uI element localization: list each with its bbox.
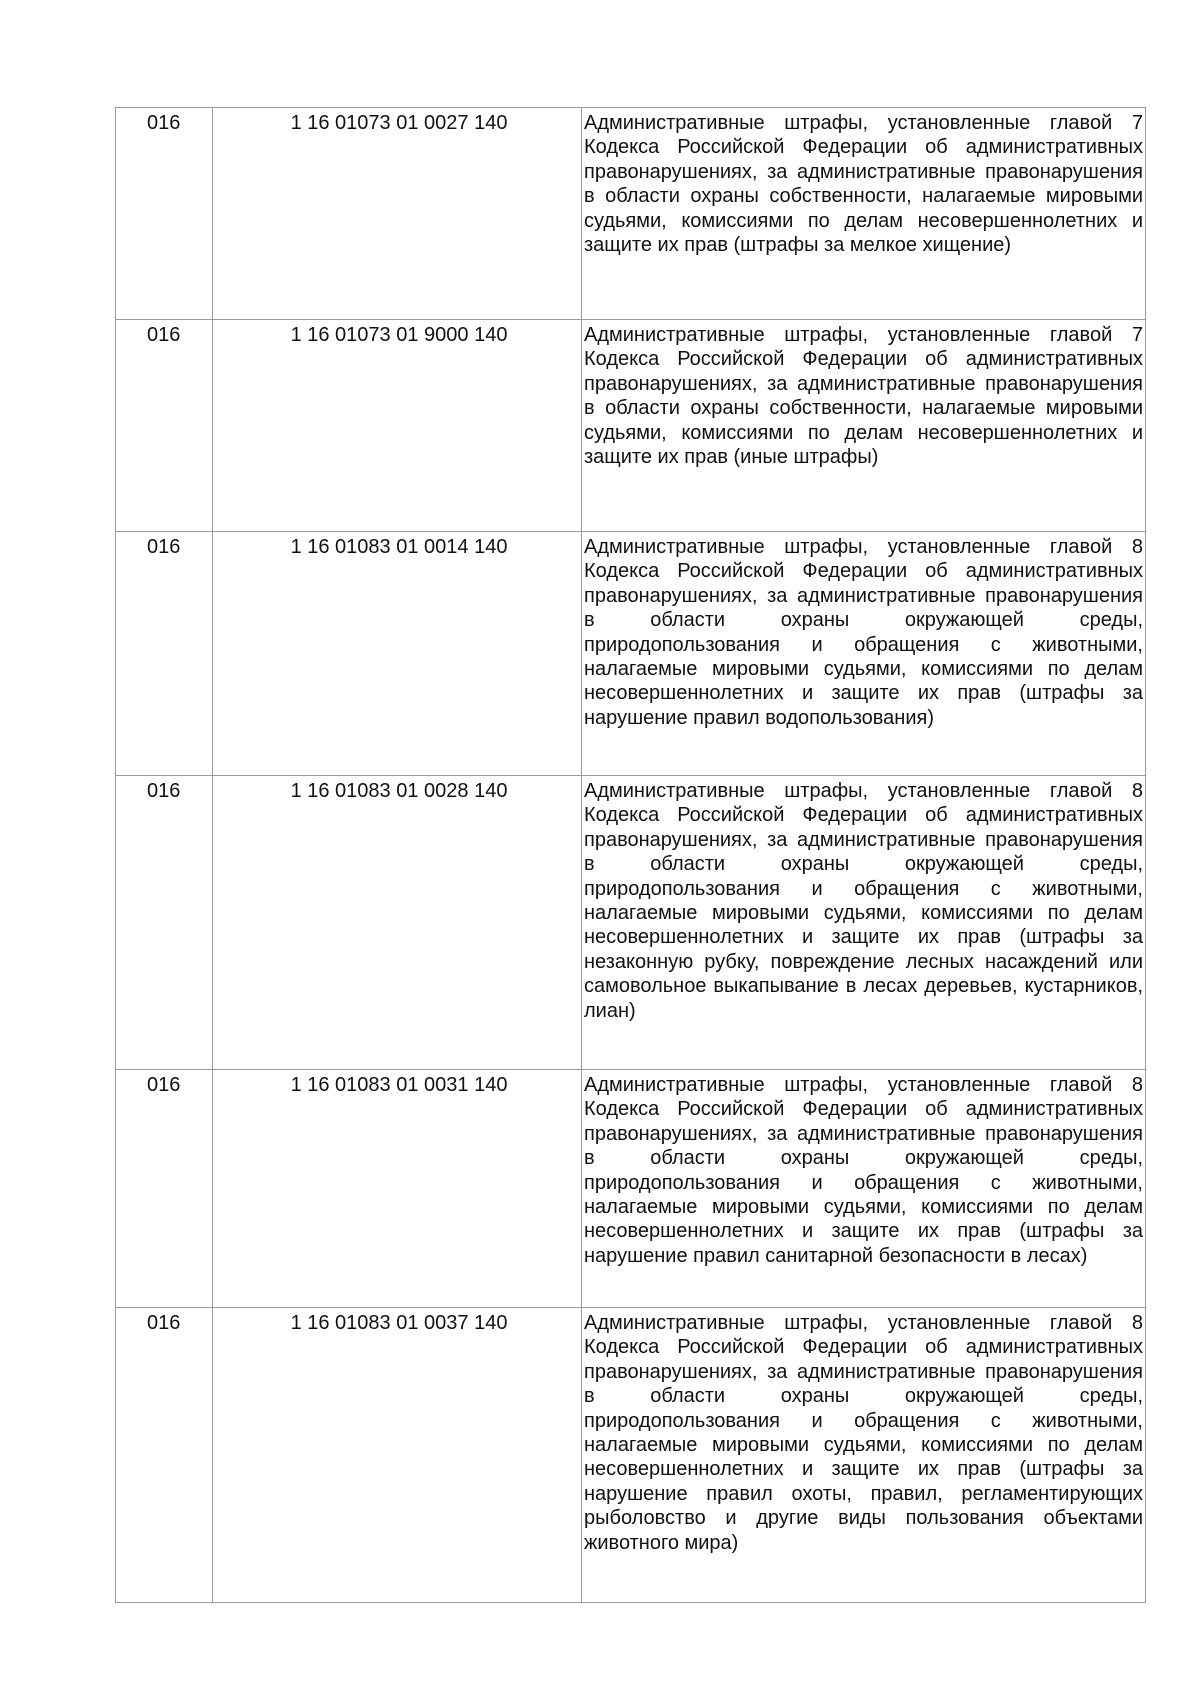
description-cell: Административные штрафы, установленные главой 8 Кодекса Российской Федерации об административных правонарушениях, за административные правонарушения в области охраны окружающей среды, природопользования и обращения с животными, налагаемые мировыми судьями, комиссиями по делам несовершеннолетних и защите их прав (штрафы за нарушение правил охоты, правил, регламентирующих рыболовство и другие виды пользования объектами животного мира)	[582, 1308, 1146, 1603]
description-cell: Административные штрафы, установленные главой 8 Кодекса Российской Федерации об административных правонарушениях, за административные правонарушения в области охраны окружающей среды, природопользования и обращения с животными, налагаемые мировыми судьями, комиссиями по делам несовершеннолетних и защите их прав (штрафы за нарушение правил санитарной безопасности в лесах)	[582, 1070, 1146, 1308]
description-cell: Административные штрафы, установленные главой 7 Кодекса Российской Федерации об административных правонарушениях, за административные правонарушения в области охраны собственности, налагаемые мировыми судьями, комиссиями по делам несовершеннолетних и защите их прав (иные штрафы)	[582, 320, 1146, 532]
kbk-code-cell: 1 16 01083 01 0028 140	[213, 776, 582, 1070]
description-cell: Административные штрафы, установленные главой 7 Кодекса Российской Федерации об административных правонарушениях, за административные правонарушения в области охраны собственности, налагаемые мировыми судьями, комиссиями по делам несовершеннолетних и защите их прав (штрафы за мелкое хищение)	[582, 108, 1146, 320]
kbk-code-cell: 1 16 01083 01 0031 140	[213, 1070, 582, 1308]
kbk-code-cell: 1 16 01073 01 0027 140	[213, 108, 582, 320]
admin-code-cell: 016	[116, 320, 213, 532]
table-row	[116, 108, 1146, 320]
description-cell: Административные штрафы, установленные главой 8 Кодекса Российской Федерации об административных правонарушениях, за административные правонарушения в области охраны окружающей среды, природопользования и обращения с животными, налагаемые мировыми судьями, комиссиями по делам несовершеннолетних и защите их прав (штрафы за нарушение правил водопользования)	[582, 532, 1146, 776]
description-cell: Административные штрафы, установленные главой 8 Кодекса Российской Федерации об административных правонарушениях, за административные правонарушения в области охраны окружающей среды, природопользования и обращения с животными, налагаемые мировыми судьями, комиссиями по делам несовершеннолетних и защите их прав (штрафы за незаконную рубку, повреждение лесных насаждений или самовольное выкапывание в лесах деревьев, кустарников, лиан)	[582, 776, 1146, 1070]
table-row	[116, 320, 1146, 532]
admin-code-cell: 016	[116, 108, 213, 320]
table-row	[116, 1070, 1146, 1308]
kbk-code-cell: 1 16 01083 01 0037 140	[213, 1308, 582, 1603]
admin-code-cell: 016	[116, 776, 213, 1070]
admin-code-cell: 016	[116, 532, 213, 776]
admin-code-cell: 016	[116, 1070, 213, 1308]
kbk-code-cell: 1 16 01083 01 0014 140	[213, 532, 582, 776]
admin-code-cell: 016	[116, 1308, 213, 1603]
table-row	[116, 1308, 1146, 1603]
table-row	[116, 532, 1146, 776]
budget-codes-table	[115, 107, 1146, 1603]
table-row	[116, 776, 1146, 1070]
kbk-code-cell: 1 16 01073 01 9000 140	[213, 320, 582, 532]
